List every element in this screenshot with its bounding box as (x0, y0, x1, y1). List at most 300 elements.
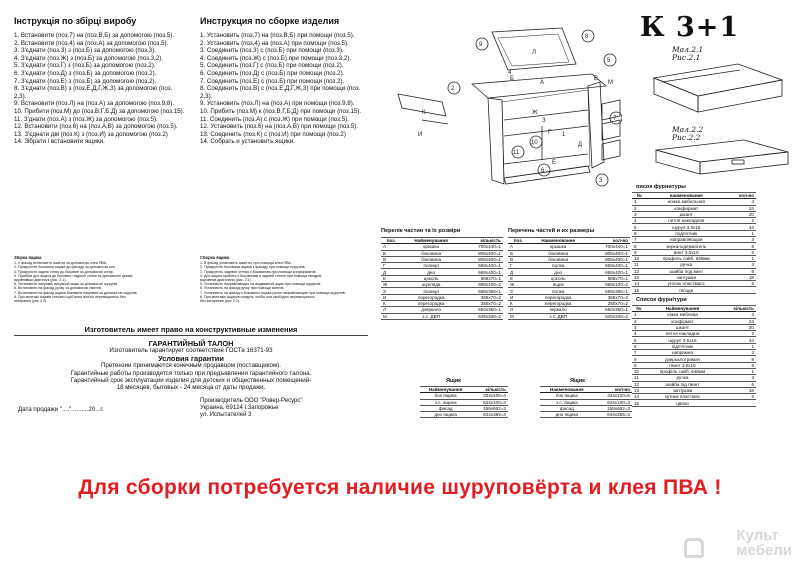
instruction-step: 1. Встановити (поз.7) на (поз.В,Б) за допомогою (поз.5). (14, 32, 175, 39)
table-cell: боковина (529, 256, 588, 262)
table-cell: фасад (420, 405, 471, 411)
table-cell: ножка мебельная (646, 199, 726, 205)
table-cell: 3 (632, 211, 646, 217)
table-cell: 158х662=3 (471, 405, 508, 411)
table-cell: 12 (632, 381, 646, 387)
table-cell: 6 (719, 356, 756, 362)
table-cell: 4 (726, 199, 756, 205)
column-header: поз. (381, 238, 402, 244)
table-cell: З (508, 288, 529, 294)
drawer-assembly-line: 7. Встановити на фасад ящика боковини напрямні за допомогою шурупів. (14, 290, 138, 295)
divider (14, 335, 368, 336)
table-cell: М (508, 313, 529, 319)
drawer-assembly-line: 6. Встановити на фасад ручку за допомогою гвинтів. (14, 286, 102, 291)
instruction-step: 2. Встановити (поз.4) на (поз.А) за допомогою (поз.5). (14, 39, 169, 47)
table-cell: - (719, 400, 756, 406)
instructions-ua-list (14, 32, 184, 146)
table-cell: 805х400=1 (461, 250, 503, 256)
table-cell: 668х100=2 (588, 282, 630, 288)
table-cell: К (508, 300, 529, 306)
table-cell: з.с. ДВП (402, 313, 461, 319)
table-cell: 1 (726, 230, 756, 236)
table-cell: Б (381, 250, 402, 256)
table-cell: гвинт 3,0х15 (646, 362, 720, 368)
table-cell: кришка (402, 244, 461, 250)
svg-text:11: 11 (513, 150, 520, 156)
table-cell: 18 (726, 274, 756, 280)
table-cell: - (726, 287, 756, 293)
table-cell: Д (381, 269, 402, 275)
svg-text:Б: Б (510, 76, 514, 82)
table-cell: 668х100=2 (461, 282, 503, 288)
table-cell: шухляда (402, 282, 461, 288)
drawer-figure-2-2 (652, 138, 792, 184)
svg-text:А: А (540, 80, 545, 86)
table-cell: 6 (726, 281, 756, 287)
table-cell: Г (381, 263, 402, 269)
table-cell: 2 (632, 205, 646, 211)
table-row (420, 412, 508, 418)
table-cell: 334х100=4 (471, 393, 508, 399)
table-cell: 14 (632, 394, 646, 400)
table-cell: Е (508, 275, 529, 281)
table-cell: ручка (646, 262, 726, 268)
table-cell: 644х100=3 (471, 399, 508, 405)
table-row (632, 400, 756, 406)
table-cell: 668х366=1 (588, 288, 630, 294)
svg-text:1: 1 (562, 132, 566, 138)
table-cell: А (508, 244, 529, 250)
table-cell: 6 (719, 362, 756, 368)
table-cell: 24 (726, 205, 756, 211)
table-cell: перегородка (529, 294, 588, 300)
table-cell: полка (529, 288, 588, 294)
table-cell: 5 (632, 337, 646, 343)
box-ua-caption: Ящик (446, 378, 461, 384)
instruction-step: 12. Встановити (поз.6) на (поз.А,В) за допомогою (поз.5). (14, 123, 178, 131)
table-row (540, 412, 632, 418)
table-row (632, 287, 756, 293)
table-cell: профіль сайб. 648мм (646, 368, 720, 374)
drawer-assembly-ru: Сборка ящика 1. В фасад установить шканты, при помощи клея ПВА. 2. Прикрутить боковины ящика к фасаду при помощи шурупов. 3. Прикрутить заднюю стенку к боковинам при помощи конфирматов. 4. Дно ящика прибить к боковинам и задней стенке при помощи гвоздей, выровняв диагонали (рис. 2.1). 5. Установить направляющие на выдвижной ящик при помощи шурупов. 6. Установить на фасад ручку при помощи винтов. 7. Установить на фасад и боковины ящика ручки направляющие при помощи шурупов. 8. При монтаже ящиков следить чтобы они свободно перемещались без затирания (рис 2.2). (200, 256, 372, 303)
instruction-step: 2. Установить (поз.4) на (поз.А) при помощи (поз.5). (200, 39, 349, 47)
instructions-ru-list (200, 32, 361, 146)
instruction-step: 8. Соединить (поз.В) с (поз.Е,Д,Г,Ж,З) при помощи (поз. (200, 85, 361, 93)
table-cell: 250х70=2 (461, 300, 503, 306)
drawer-assembly-line: затирання (рис 2.2). (14, 299, 48, 304)
instruction-step: 7. Соединить (поз.Е) с (поз.Б) при помощи (поз.2). (200, 77, 345, 85)
parts-ua-table (381, 237, 503, 320)
table-cell: 3 (719, 350, 756, 356)
drawer-assembly-line: без затирания (рис 2.2). (200, 299, 240, 304)
table-cell: 366х70=2 (588, 294, 630, 300)
side-panel-left (488, 98, 504, 184)
svg-text:М: М (608, 80, 613, 86)
svg-text:10: 10 (531, 140, 538, 146)
table-cell: бок ящика (540, 393, 594, 399)
table-cell: шайба під гвинт (646, 381, 720, 387)
drawer-assembly-line: 4. Прибити дно ящика до боковин і задньої стінки за допомогою цвяхів, (14, 273, 134, 278)
hardware-ua-table (632, 305, 756, 407)
instruction-step: 1. Установить (поз.7) на (поз.В,Б) при помощи (поз.5). (200, 32, 355, 39)
table-cell: 6 (719, 394, 756, 400)
warranty-line: 18 месяцев, бытовых - 24 месяца от даты продажи. (116, 384, 266, 392)
table-cell: направляющая (646, 237, 726, 243)
table-cell: 11 (632, 375, 646, 381)
table-cell: дно ящика (420, 412, 471, 418)
table-cell: 10 (632, 368, 646, 374)
table-cell: кутник пластмас (646, 394, 720, 400)
warranty-title: ГАРАНТИЙНЫЙ ТАЛОН (148, 339, 234, 348)
warranty-line: Гарантийные работы производятся только при предъявлении гарантийного талона. (70, 369, 312, 377)
column-header: кількість (471, 387, 508, 393)
instruction-step: 10. Прибить (поз.М) к (поз.В,Г,Б,Д) при помощи (поз.15). (200, 107, 362, 115)
parts-ru-caption: Перечень частей и их размеры (508, 228, 595, 234)
instruction-step: 14. Зібрати і встановити ящики. (14, 138, 105, 146)
instruction-step: 11. З'днати (поз.А) з (поз.Ж) за допомогою (поз.5). (14, 115, 158, 123)
table-cell: напрямна (646, 350, 720, 356)
watermark-logo: Культ мебели (736, 527, 792, 559)
column-header: кількість (719, 306, 756, 312)
hardware-ru-caption: писок фурнитуры (636, 184, 686, 190)
table-cell: Л (508, 307, 529, 313)
column-header: кол-во (588, 238, 630, 244)
instruction-step: 4. Соединить (поз.Ж) с (поз.Б) при помощи (поз.3,2). (200, 54, 352, 62)
table-cell: 3 (726, 237, 756, 243)
instruction-step: 6. З'єднати (поз.Д) з (поз.Б) за допомогою (поз.2). (14, 69, 157, 77)
table-cell: петля накладная (646, 218, 726, 224)
column-header: № (632, 306, 646, 312)
mirror-panel (492, 28, 576, 70)
table-cell: Б (508, 250, 529, 256)
instruction-step: 11. Соединить (поз.А) с (поз.Ж) при помощи (поз.5). (200, 115, 349, 123)
table-cell: 6 (719, 381, 756, 387)
svg-text:6: 6 (541, 168, 545, 174)
svg-text:К: К (422, 110, 426, 116)
table-cell: конфірмат (646, 318, 720, 324)
assembly-diagram (392, 24, 622, 194)
table-cell: полиця (402, 288, 461, 294)
table-cell: 805х400=1 (461, 256, 503, 262)
table-cell: 2 (719, 331, 756, 337)
column-header: поз. (508, 238, 529, 244)
box-ua-table (420, 386, 508, 418)
table-row (508, 313, 630, 319)
drawer-assembly-line: 1. У фасад встановити шканти за допомогою клея ПВА. (14, 261, 108, 266)
table-cell: В (508, 256, 529, 262)
table-cell: 3 (726, 262, 756, 268)
instruction-step: 2,3). (14, 92, 27, 100)
table-cell: 11 (632, 262, 646, 268)
producer-info: Производитель ООО "Ровер-Ресурс" Украина, 69124 г.Запорожье ул. Испытателей 3 (200, 398, 303, 419)
table-cell: 2 (726, 218, 756, 224)
table-cell: 8 (632, 243, 646, 249)
table-cell: шуруп 3,5х16 (646, 224, 726, 230)
column-header: Найменування (646, 306, 720, 312)
drawer-assembly-line: 4. Дно ящика прибить к боковинам и задней стенке при помощи гвоздей, (200, 273, 322, 278)
table-cell: 6 (632, 343, 646, 349)
parts-ru-table (508, 237, 630, 320)
table-cell: 1 (632, 312, 646, 318)
instruction-step: 9. Встановити (поз.Л) на (поз.А) за допомогою (поз.9,8). (14, 100, 175, 108)
side-panel-right (588, 82, 604, 168)
table-cell: з.с. ящика (540, 399, 594, 405)
svg-text:Л: Л (532, 50, 536, 56)
table-cell: дно (402, 269, 461, 275)
instruction-step: 14. Собрать и установить ящики. (200, 138, 295, 146)
svg-text:9: 9 (479, 42, 483, 48)
table-cell: петля накладна (646, 331, 720, 337)
svg-text:Г: Г (548, 130, 552, 136)
warranty-line: Претензии принимаются конечным продавцом (поставщиком). (101, 362, 281, 370)
table-cell: 15 (632, 400, 646, 406)
table-cell: 24 (719, 318, 756, 324)
table-cell: Ж (508, 282, 529, 288)
column-header: Наименование (540, 387, 594, 393)
table-cell: 668х366=1 (461, 288, 503, 294)
table-cell: шкант (646, 324, 720, 330)
table-cell: цоколь (529, 275, 588, 281)
table-cell: 700х440=1 (588, 244, 630, 250)
table-cell: 668х400=1 (461, 269, 503, 275)
table-cell: К (381, 300, 402, 306)
table-cell: 15 (632, 287, 646, 293)
table-cell: 12 (632, 268, 646, 274)
instruction-step: 9. Установить (поз.Л) на (поз.А) при помощи (поз.9,8). (200, 100, 355, 108)
table-cell: 9 (632, 362, 646, 368)
instruction-step: 13. Соединить (поз.К) с (поз.И) при помощи (поз.2) (200, 130, 346, 138)
table-cell: 20 (726, 211, 756, 217)
table-cell: 2 (632, 318, 646, 324)
table-cell: 645х346=2 (461, 313, 503, 319)
drawer-assembly-line: 2. Прикрутить боковины ящика к фасаду при помощи шурупов. (200, 265, 306, 270)
sale-date: Дата продажи "...."..........20...г. (18, 406, 104, 413)
column-header: Наименование (529, 238, 588, 244)
table-cell: зеркало (529, 307, 588, 313)
column-header: Найменування (402, 238, 461, 244)
svg-text:В: В (594, 76, 599, 82)
hardware-ru-table (632, 192, 756, 294)
figure-2-2-label: Мал.2.2 Рис.2.2 (672, 125, 704, 142)
table-cell: 6 (632, 230, 646, 236)
column-header: Найменування (420, 387, 471, 393)
table-cell: 44 (726, 224, 756, 230)
table-cell: 4 (632, 331, 646, 337)
table-cell: 644х355=3 (594, 412, 632, 418)
drawer-assembly-line: 8. При монтажі ящиків стежити щоб вони вільно переміщались без (14, 294, 126, 299)
table-cell: 1 (726, 255, 756, 261)
table-cell: 805х400=1 (588, 256, 630, 262)
drawer-assembly-line: 1. В фасад установить шканты, при помощи клея ПВА. (200, 261, 292, 266)
table-row (381, 313, 503, 319)
table-cell: перегородка (402, 300, 461, 306)
table-cell: з.с. ДВП (529, 313, 588, 319)
table-cell: цоколь (402, 275, 461, 281)
table-cell: бок ящика (420, 393, 471, 399)
drawer-assembly-line: 7. Установить на фасад и боковины ящика ручки направляющие при помощи шурупов. (200, 290, 346, 295)
table-cell: 9 (632, 249, 646, 255)
table-cell: цвяхи (646, 400, 720, 406)
table-cell: 4 (719, 312, 756, 318)
warranty-body (14, 340, 368, 392)
instruction-step: 6. Соединить (поз.Д) с (поз.Б) при помощи (поз.2). (200, 69, 345, 77)
table-cell: профиль сайб. 648мм (646, 255, 726, 261)
table-cell: конфирмат (646, 205, 726, 211)
table-cell: полка (529, 263, 588, 269)
svg-text:Д: Д (578, 142, 583, 148)
table-cell: 7 (632, 350, 646, 356)
table-cell: 805х400=1 (588, 250, 630, 256)
table-cell: З (381, 288, 402, 294)
drawer-figure-2-1 (648, 60, 788, 122)
table-cell: 14 (632, 281, 646, 287)
table-cell: 6 (726, 249, 756, 255)
table-cell: крышка (529, 244, 588, 250)
table-cell: дзеркалотримач (646, 356, 720, 362)
table-cell: 7 (632, 237, 646, 243)
table-cell: 668х400=1 (588, 269, 630, 275)
table-cell: шайба под винт (646, 268, 726, 274)
table-cell: винт 3,0х15 (646, 249, 726, 255)
table-cell: 158х662=3 (594, 405, 632, 411)
instruction-step: 13. З'єднати дві (поз.К) з (поз.И) за допомогою (поз.2) (14, 130, 168, 138)
table-cell: 250х70=2 (588, 300, 630, 306)
drawer-assembly-line: 5. Установити напрямні висувний ящик за допомогою шурупів. (14, 282, 119, 287)
table-cell: ящик (529, 282, 588, 288)
table-cell: 700х440=1 (461, 244, 503, 250)
drawer-assembly-line: 3. Прикрутить заднюю стенку к боковинам при помощи конфирматов. (200, 269, 317, 274)
hardware-ua-caption: Список фурнітури (636, 297, 687, 303)
instruction-step: 12. Установить (поз.6) на (поз.А,В) при помощи (поз.5). (200, 123, 359, 131)
svg-text:8: 8 (585, 34, 589, 40)
instruction-step: 5. З'єднати (поз.Г) з (поз.Б) за допомогою (поз.2). (14, 62, 156, 70)
table-cell: И (381, 294, 402, 300)
table-cell: з.с. ящика (420, 399, 471, 405)
table-cell: заглушки (646, 387, 720, 393)
table-cell: шкант (646, 211, 726, 217)
table-cell: підп'ятник (646, 343, 720, 349)
table-cell: дно ящика (540, 412, 594, 418)
warranty-conditions-title: Условия гарантии (158, 353, 224, 363)
table-cell: дзеркало (402, 307, 461, 313)
table-cell: 1 (719, 368, 756, 374)
table-cell: 1 (719, 343, 756, 349)
drawer-assembly-line: 8. При монтаже ящиков следить чтобы они свободно перемещались (200, 294, 315, 299)
drawer-assembly-line: 3. Прикрутити задню стінку до боковин за допомогою конф. (14, 269, 114, 274)
instruction-step: 4. З'єднати (поз.Ж) з (поз.Б) за допомогою (поз.3,2). (14, 54, 164, 62)
column-header: № (632, 193, 646, 199)
table-cell: 668х400=1 (588, 263, 630, 269)
table-cell: 645х346=2 (588, 313, 630, 319)
table-cell: 6 (726, 243, 756, 249)
product-name: К 3+1 (640, 12, 740, 43)
instructions-ua-title: Інструкція по збірці виробу (14, 16, 137, 26)
table-cell: 334х100=6 (594, 393, 632, 399)
table-cell: Ж (381, 282, 402, 288)
column-header: кол-во (726, 193, 756, 199)
table-cell: боковина (529, 250, 588, 256)
table-cell: шуруп 3,5х16 (646, 337, 720, 343)
svg-text:4: 4 (508, 70, 512, 76)
instruction-step: 2,3). (200, 92, 213, 100)
svg-text:Ж: Ж (532, 110, 538, 116)
column-header: кількість (461, 238, 503, 244)
table-cell: 550х350=1 (461, 307, 503, 313)
box-ru-table (540, 386, 632, 418)
table-cell: 1 (632, 199, 646, 205)
table-cell: уголок пластмасс (646, 281, 726, 287)
instruction-step: 10. Прибити (поз.М) до (поз.В,Г,Б,Д) за допомогою (поз.15). (14, 107, 185, 115)
table-cell: заглушки (646, 274, 726, 280)
table-cell: полиця (402, 263, 461, 269)
table-cell: 13 (632, 387, 646, 393)
table-cell: 5 (632, 224, 646, 230)
table-cell: зеркалодержатель (646, 243, 726, 249)
table-cell: фасад (540, 405, 594, 411)
table-cell: ніжка меблева (646, 312, 720, 318)
table-cell: 18 (719, 387, 756, 393)
requirements-banner: Для сборки потребуется наличие шуруповёрта и клея ПВА ! (78, 476, 722, 499)
instructions-ru-title: Инструкция по сборке изделия (200, 16, 340, 26)
svg-text:З: З (542, 118, 546, 124)
table-cell: М (381, 313, 402, 319)
table-cell: 3 (632, 324, 646, 330)
parts-ua-caption: Перелік частин та їх розміри (381, 228, 461, 234)
svg-text:Е: Е (552, 160, 557, 166)
armchair-icon (684, 538, 704, 558)
warranty-block (14, 326, 368, 333)
column-header: наименование (646, 193, 726, 199)
table-cell: И (508, 294, 529, 300)
table-cell: дно (529, 269, 588, 275)
instruction-step: 3. Соединить (поз.3) с (поз.Б) при помощи (поз.3). (200, 47, 344, 55)
table-cell: боковина (402, 256, 461, 262)
table-cell: гвозди (646, 287, 726, 293)
instruction-step: 5. Соединить (поз.Г) с (поз.Б) при помощи (поз.2). (200, 62, 344, 70)
instruction-step: 8. З'єднати (поз.В) з (поз.Е,Д,Г,Ж,З) за допомогою (поз. (14, 85, 173, 93)
svg-text:И: И (418, 132, 423, 138)
table-cell: 13 (632, 274, 646, 280)
instruction-step: 7. З'єднати (поз.Е) з (поз.Б) за допомогою (поз.2). (14, 77, 157, 85)
top-panel (472, 74, 606, 98)
table-cell: А (381, 244, 402, 250)
table-cell: 20 (719, 324, 756, 330)
drawer-assembly-ua: Збірка ящика 1. У фасад встановити шканти за допомогою клея ПВА. 2. Прикрутити боковини ящика до фасаду за допомогою кон. 3. Прикрутити задню стінку до боковин за допомогою конф. 4. Прибити дно ящика до боковин і задньої стінки за допомогою цвяхів, вирівнявши діагоналі (рис. 2.1). 5. Установити напрямні висувний ящик за допомогою шурупів. 6. Встановити на фасад ручку за допомогою гвинтів. 7. Встановити на фасад ящика боковини напрямні за допомогою шурупів. 8. При монтажі ящиків стежити щоб вони вільно переміщались без затирання (рис 2.2). (14, 256, 186, 303)
table-cell: 4 (632, 218, 646, 224)
table-cell: перегородка (529, 300, 588, 306)
table-cell: ручка (646, 375, 720, 381)
table-cell: Г (508, 263, 529, 269)
table-cell: 644х355=3 (471, 412, 508, 418)
table-cell: подпятник (646, 230, 726, 236)
table-cell: боковина (402, 250, 461, 256)
drawer-assembly-line: 6. Установить на фасад ручку при помощи винтов. (200, 286, 285, 291)
table-cell: 44 (719, 337, 756, 343)
svg-text:3: 3 (599, 178, 603, 184)
table-cell: 10 (632, 255, 646, 261)
instruction-step: 3. З'єднати (поз.З) з (поз.Б) за допомогою (поз.3). (14, 47, 156, 55)
drawer-assembly-line: выровняв диагонали (рис. 2.1). (200, 278, 252, 283)
svg-text:7: 7 (613, 116, 617, 122)
table-cell: 668х400=1 (461, 263, 503, 269)
table-cell: 550х350=1 (588, 307, 630, 313)
column-header: кол-во (594, 387, 632, 393)
table-cell: 644х100=3 (594, 399, 632, 405)
svg-text:5: 5 (607, 58, 611, 64)
table-cell: Е (381, 275, 402, 281)
table-cell: 3 (719, 375, 756, 381)
warranty-line: Гарантийный срок эксплуатации изделия для детских и общественных помещений- (70, 377, 312, 385)
